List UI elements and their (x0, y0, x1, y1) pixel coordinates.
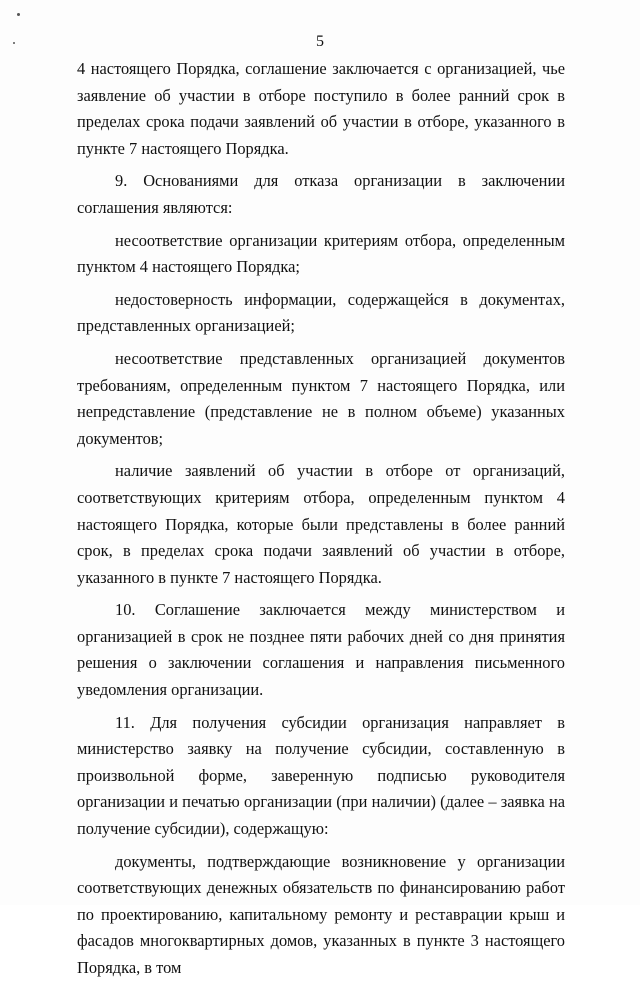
paragraph: 10. Соглашение заключается между министерством и организацией в срок не позднее пяти рабочих дней со дня принятия решения о заключении соглашения и направления письменного уведомления организации. (77, 600, 565, 700)
paragraph: недостоверность информации, содержащейся в документах, представленных организацией; (77, 289, 565, 336)
paragraph: документы, подтверждающие возникновение у организации соответствующих денежных обязательств по финансированию работ по проектированию, капитальному ремонту и реставрации крыш и фасадов многоквартирных домов, указанных в пункте 3 настоящего Порядка, в том (77, 851, 565, 977)
page-number: 5 (316, 33, 324, 50)
paragraph: 4 настоящего Порядка, соглашение заключается с организацией, чье заявление об участии в отборе поступило в более ранний срок в пределах срока подачи заявлений об участии в отборе, указанного в пункте 7 настоящего Порядка. (77, 59, 565, 158)
paragraph: наличие заявлений об участии в отборе от организаций, соответствующих критериям отбора, определенным пунктом 4 настоящего Порядка, которые были представлены в более ранний срок, в пределах срока подачи заявлений об участии в отборе, указанного в пункте 7 настоящего Порядка. (77, 461, 565, 587)
paragraph: несоответствие организации критериям отбора, определенным пунктом 4 настоящего Порядка; (77, 230, 565, 277)
paragraph: 11. Для получения субсидии организация направляет в министерство заявку на получение субсидии, составленную в произвольной форме, заверенную подписью руководителя организации и печатью организации (при наличии) (далее – заявка на получение субсидии), содержащую: (77, 712, 565, 839)
scan-mark (17, 13, 20, 16)
document-body (77, 56, 565, 982)
paragraph: несоответствие представленных организацией документов требованиям, определенным пунктом 7 настоящего Порядка, или непредставление (представление не в полном объеме) указанных документов; (77, 348, 565, 448)
paragraph: 9. Основаниями для отказа организации в заключении соглашения являются: (77, 171, 565, 217)
